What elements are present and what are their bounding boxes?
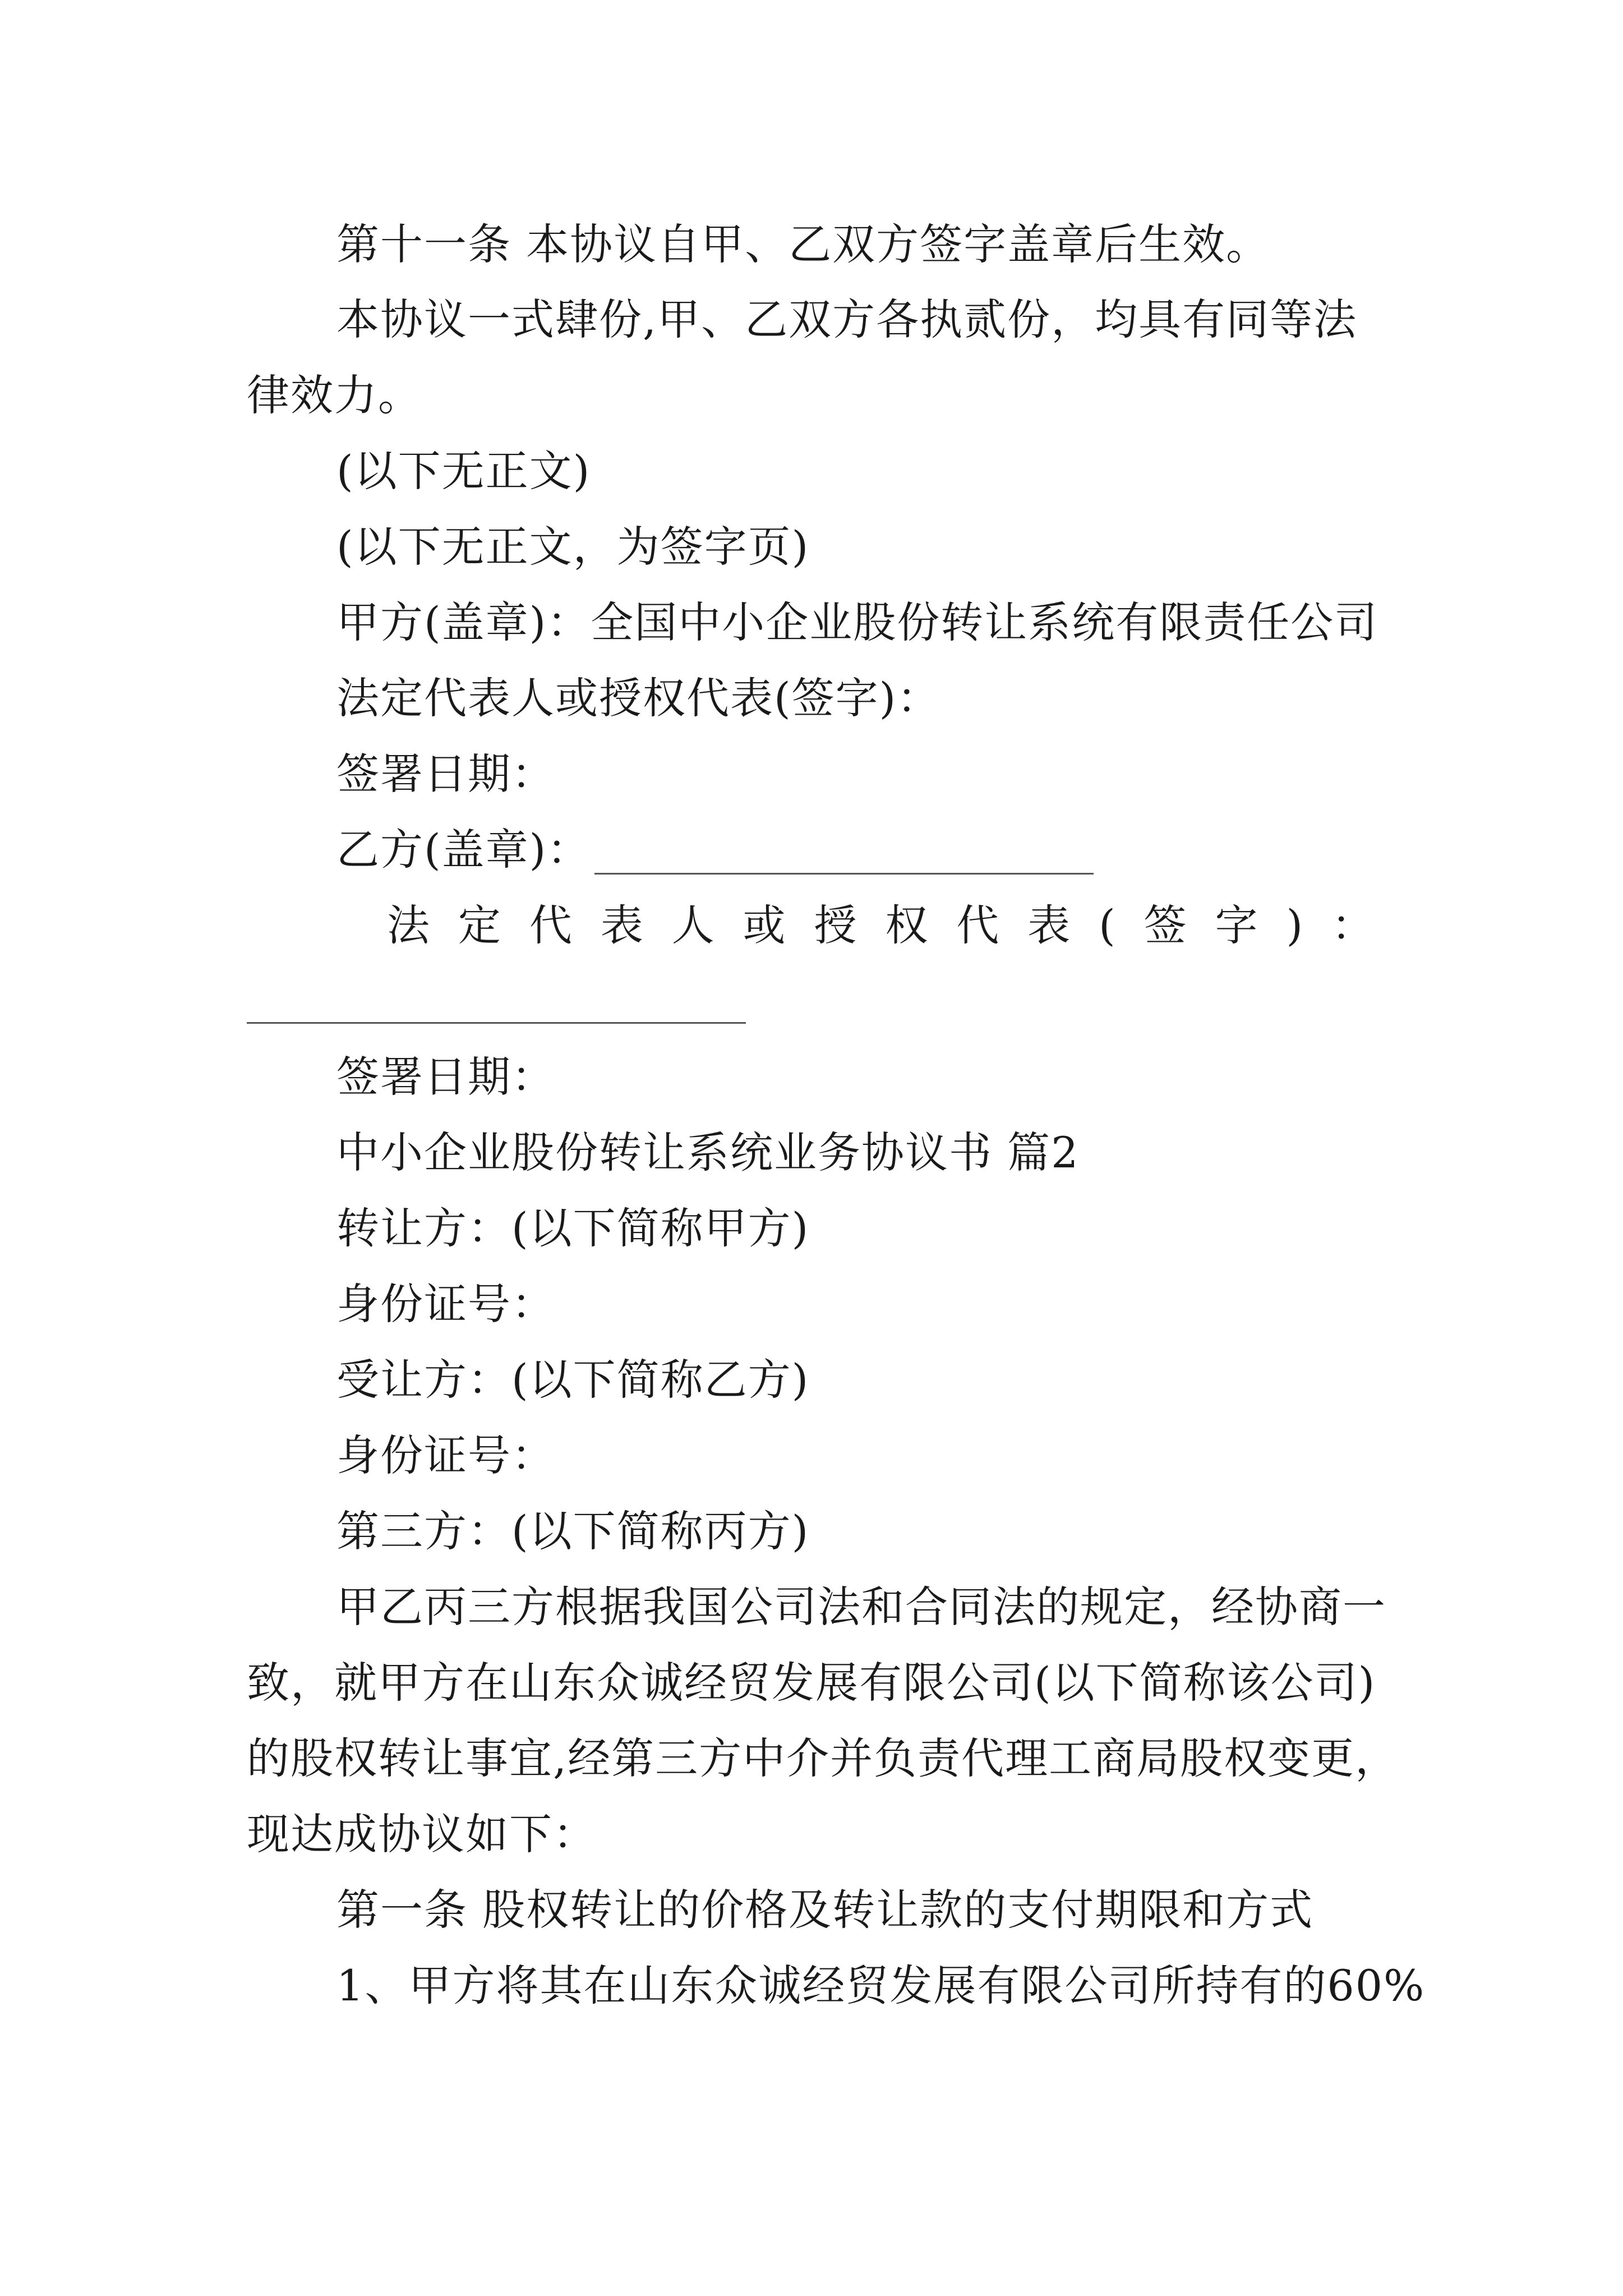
party-a-seal-line: 甲方(盖章)：全国中小企业股份转让系统有限责任公司 [336, 597, 1378, 647]
party-b-seal-line: 乙方(盖章)： [336, 825, 591, 875]
char: 代 [529, 900, 572, 950]
char: ： [1331, 900, 1374, 950]
no-text-below-line: (以下无正文) [336, 446, 591, 496]
char: 代 [956, 900, 999, 950]
char: 法 [387, 900, 430, 950]
recital-line-1: 甲乙丙三方根据我国公司法和合同法的规定，经协商一 [336, 1582, 1386, 1632]
party-a-sign-date-line: 签署日期： [336, 749, 555, 799]
transferor-line: 转让方：(以下简称甲方) [336, 1203, 810, 1253]
recital-line-2: 致，就甲方在山东众诚经贸发展有限公司(以下简称该公司) [247, 1658, 1376, 1708]
party-b-representative-blank [247, 1022, 746, 1024]
char: 或 [743, 900, 786, 950]
party-a-representative-line: 法定代表人或授权代表(签字)： [336, 673, 941, 723]
party-b-seal-blank [594, 873, 1094, 875]
char: ( [1099, 900, 1115, 950]
char: 表 [1027, 900, 1071, 950]
party-b-representative-line [387, 898, 1374, 954]
char: 人 [671, 900, 714, 950]
copies-clause-line-1: 本协议一式肆份,甲、乙双方各执贰份，均具有同等法 [336, 295, 1358, 344]
transferee-id-line: 身份证号： [336, 1430, 555, 1480]
char: 权 [885, 900, 928, 950]
third-party-line: 第三方：(以下简称丙方) [336, 1506, 810, 1556]
article-1-item-1: 1、甲方将其在山东众诚经贸发展有限公司所持有的60% [336, 1961, 1426, 2010]
char: 授 [814, 900, 857, 950]
char: 定 [458, 900, 501, 950]
transferee-line: 受让方：(以下简称乙方) [336, 1355, 810, 1405]
recital-line-4: 现达成协议如下： [247, 1809, 597, 1859]
char: 表 [600, 900, 643, 950]
signature-page-note-line: (以下无正文，为签字页) [336, 522, 810, 572]
char: 签 [1144, 900, 1187, 950]
transferor-id-line: 身份证号： [336, 1279, 555, 1329]
article-1-heading: 第一条 股权转让的价格及转让款的支付期限和方式 [336, 1885, 1314, 1935]
party-b-sign-date-line: 签署日期： [336, 1052, 555, 1102]
char: 字 [1215, 900, 1258, 950]
copies-clause-line-2: 律效力。 [247, 370, 422, 420]
recital-line-3: 的股权转让事宜,经第三方中介并负责代理工商局股权变更， [247, 1733, 1399, 1783]
char: ) [1286, 900, 1303, 950]
article-11-line: 第十一条 本协议自甲、乙双方签字盖章后生效。 [336, 219, 1270, 269]
section-heading: 中小企业股份转让系统业务协议书 篇2 [336, 1128, 1080, 1177]
